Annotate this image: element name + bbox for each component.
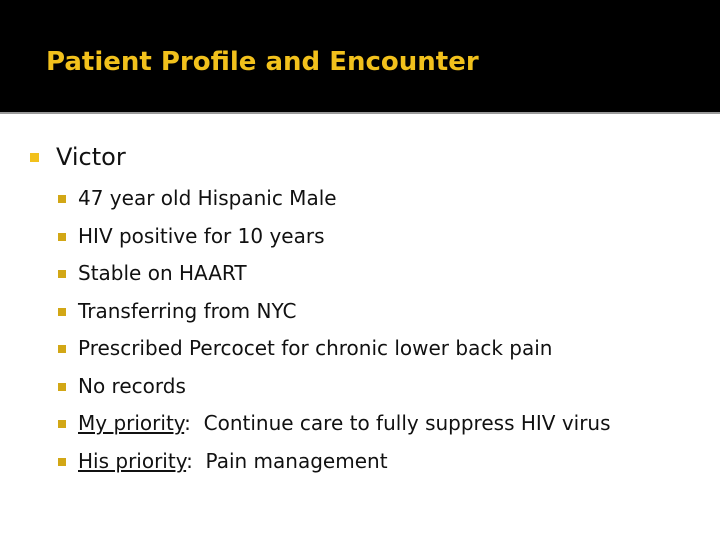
list-item: [58, 443, 698, 481]
list-item-text: 47 year old Hispanic Male: [78, 186, 337, 210]
slide-title: Patient Profile and Encounter: [46, 47, 479, 77]
square-bullet-icon: [58, 345, 66, 353]
patient-details-list: [58, 180, 698, 480]
square-bullet-icon: [58, 420, 66, 428]
his-priority-label: His priority: [78, 448, 187, 473]
square-bullet-icon: [58, 458, 66, 466]
list-item: [58, 368, 698, 406]
square-bullet-icon: [58, 308, 66, 316]
list-item-text: HIV positive for 10 years: [78, 223, 325, 248]
square-bullet-icon: [58, 383, 66, 391]
square-bullet-icon: [58, 233, 66, 241]
square-bullet-icon: [58, 270, 66, 278]
list-item-text: Stable on HAART: [78, 261, 247, 285]
list-item: [58, 330, 698, 368]
list-item-text: Pain management: [205, 448, 388, 473]
patient-name: Victor: [56, 143, 126, 171]
list-item: [58, 180, 698, 218]
label-separator: :: [186, 448, 206, 473]
list-item: [58, 255, 698, 293]
list-item: [58, 405, 698, 443]
list-item-text: Continue care to fully suppress HIV virus: [203, 411, 611, 435]
label-separator: :: [184, 411, 204, 435]
square-bullet-icon: [30, 153, 39, 162]
list-item-text: Prescribed Percocet for chronic lower back pain: [78, 336, 553, 360]
my-priority-label: My priority: [78, 411, 185, 435]
list-item-text: No records: [78, 373, 186, 398]
square-bullet-icon: [58, 195, 66, 203]
list-item: [58, 293, 698, 331]
list-item: [58, 218, 698, 256]
list-item-text: Transferring from NYC: [78, 298, 297, 323]
